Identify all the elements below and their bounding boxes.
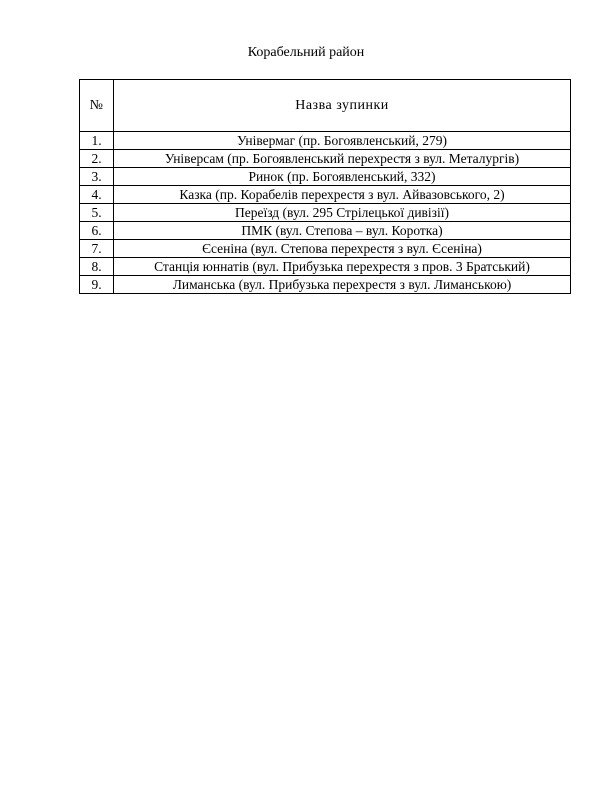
stop-name: Станція юннатів (вул. Прибузька перехрестя з пров. 3 Братський) xyxy=(114,258,571,276)
table-row xyxy=(80,222,571,240)
stop-name: Універмаг (пр. Богоявленський, 279) xyxy=(114,132,571,150)
row-number: 7. xyxy=(80,240,114,258)
stop-name: Лиманська (вул. Прибузька перехрестя з вул. Лиманською) xyxy=(114,276,571,294)
row-number: 2. xyxy=(80,150,114,168)
header-stop-name: Назва зупинки xyxy=(114,80,571,132)
stop-name: Переїзд (вул. 295 Стрілецької дивізії) xyxy=(114,204,571,222)
table-row xyxy=(80,258,571,276)
table-header-row xyxy=(80,80,571,132)
table-row xyxy=(80,240,571,258)
row-number: 5. xyxy=(80,204,114,222)
row-number: 1. xyxy=(80,132,114,150)
table-row xyxy=(80,186,571,204)
stop-name: Ринок (пр. Богоявленський, 332) xyxy=(114,168,571,186)
table-row xyxy=(80,132,571,150)
document-title: Корабельний район xyxy=(247,45,365,60)
table-row xyxy=(80,204,571,222)
row-number: 9. xyxy=(80,276,114,294)
row-number: 6. xyxy=(80,222,114,240)
row-number: 3. xyxy=(80,168,114,186)
table-row xyxy=(80,150,571,168)
stop-name: ПМК (вул. Степова – вул. Коротка) xyxy=(114,222,571,240)
row-number: 4. xyxy=(80,186,114,204)
table-row xyxy=(80,276,571,294)
row-number: 8. xyxy=(80,258,114,276)
stop-name: Казка (пр. Корабелів перехрестя з вул. Айвазовського, 2) xyxy=(114,186,571,204)
stop-name: Універсам (пр. Богоявленський перехрестя з вул. Металургів) xyxy=(114,150,571,168)
bus-stops-table xyxy=(79,79,571,294)
table-row xyxy=(80,168,571,186)
header-number: № xyxy=(80,80,114,132)
stop-name: Єсеніна (вул. Степова перехрестя з вул. Єсеніна) xyxy=(114,240,571,258)
